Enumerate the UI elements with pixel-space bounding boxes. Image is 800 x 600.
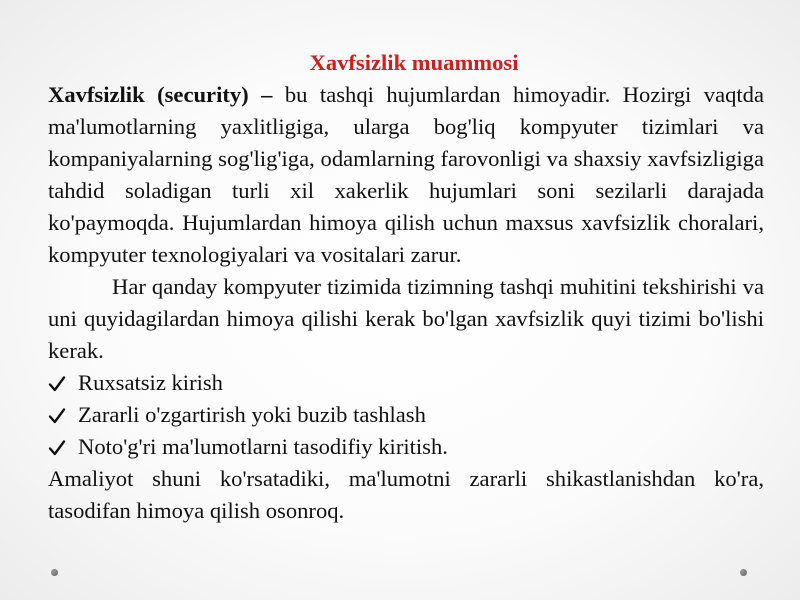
checklist-item — [48, 399, 764, 431]
checkmark-icon — [48, 437, 78, 455]
dot-icon — [51, 569, 58, 576]
definition-term: Xavfsizlik (security) – — [48, 82, 273, 107]
checklist-item — [48, 431, 764, 463]
conclusion-paragraph: Amaliyot shuni ko'rsatadiki, ma'lumotni zararli shikastlanishdan ko'ra, tasodifan himoya qilish osonroq. — [48, 466, 764, 523]
slide-content — [48, 47, 764, 527]
checklist-item-text: Ruxsatsiz kirish — [78, 370, 223, 395]
definition-paragraph — [48, 79, 764, 271]
checklist-item-text: Zararli o'zgartirish yoki buzib tashlash — [78, 402, 426, 427]
definition-text: bu tashqi hujumlardan himoyadir. Hozirgi vaqtda ma'lumotlarning yaxlitligiga, ularga bog'liq kompyuter tizimlari va kompaniyalarning sog'lig'iga, odamlarning farovonligi va shaxsiy xavfsizligiga tahdid soladigan turli xil xakerlik hujumlari soni sezilarli darajada ko'paymoqda. Hujumlardan himoya qilish uchun maxsus xavfsizlik choralari, kompyuter texnologiyalari va vositalari zarur. — [48, 82, 764, 267]
checklist-item — [48, 367, 764, 399]
slide-title: Xavfsizlik muammosi — [309, 50, 519, 75]
dot-icon — [740, 569, 747, 576]
checkmark-icon — [48, 373, 78, 391]
checkmark-icon — [48, 405, 78, 423]
requirement-paragraph: Har qanday kompyuter tizimida tizimning tashqi muhitini tekshirishi va uni quyidagilardan himoya qilishi kerak bo'lgan xavfsizlik quyi tizimi bo'lishi kerak. — [48, 274, 764, 363]
threat-checklist — [48, 367, 764, 463]
checklist-item-text: Noto'g'ri ma'lumotlarni tasodifiy kiritish. — [78, 434, 448, 459]
